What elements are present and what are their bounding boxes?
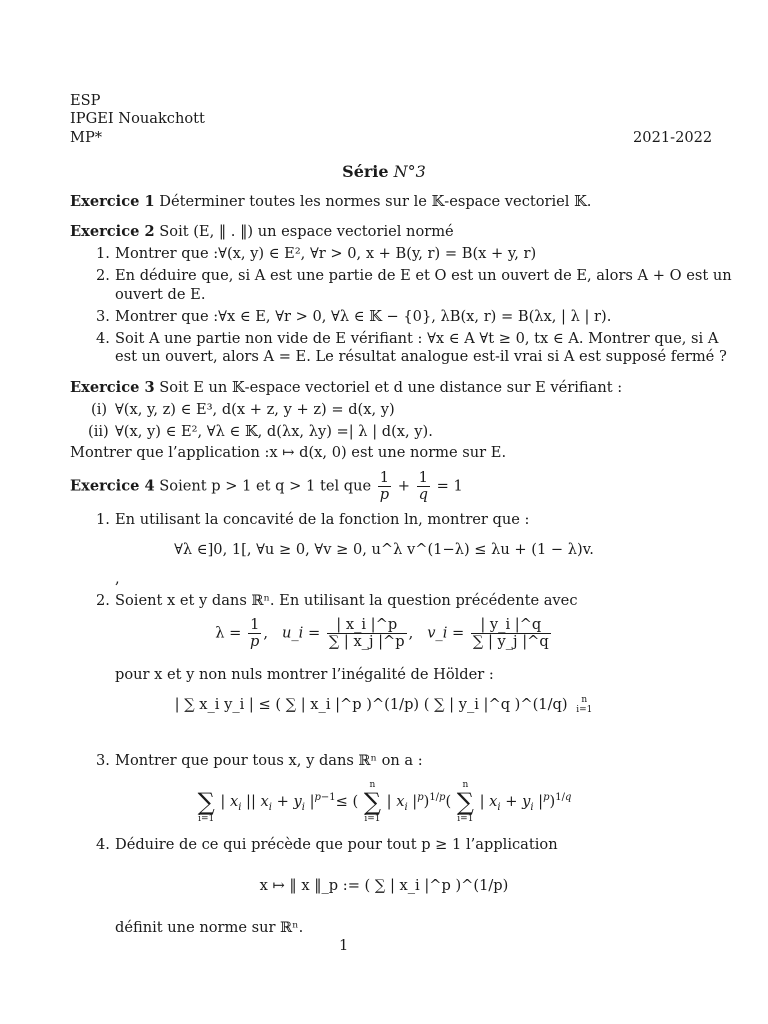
exercise-4-q4: Déduire de ce qui précède que pour tout p ≥ 1 l’application (115, 836, 558, 853)
exercise-4-q2-text: pour x et y non nuls montrer l’inégalité de Hölder : (115, 666, 494, 683)
exercise-2-q4a: Soit A une partie non vide de E vérifiant : ∀x ∈ A ∀t ≥ 0, tx ∈ A. Montrer que, si A (115, 330, 719, 347)
norm-p-definition: x ↦ ‖ x ‖_p := ( ∑ | x_i |^p )^(1/p) (259, 877, 509, 894)
exercise-3-conclusion: Montrer que l’application :x ↦ d(x, 0) est une norme sur E. (70, 444, 507, 461)
list-number: 2. (96, 592, 110, 609)
exercise-1-text: Déterminer toutes les normes sur le 𝕂-espace vectoriel 𝕂. (159, 193, 592, 210)
exercise-4-q1: En utilisant la concavité de la fonction ln, montrer que : (115, 511, 530, 528)
exercise-2-label: Exercice 2 (70, 223, 155, 240)
list-number: 3. (96, 752, 110, 769)
exercise-3-intro-text: Soit E un 𝕂-espace vectoriel et d une distance sur E vérifiant : (159, 379, 623, 396)
header-school: ESP (70, 92, 101, 109)
exercise-4-q3: Montrer que pour tous x, y dans ℝⁿ on a : (115, 752, 423, 769)
title-number: N°3 (393, 162, 426, 181)
list-number: 3. (96, 308, 110, 325)
exercise-3-ii-label: (ii) (88, 423, 109, 440)
list-number: 1. (96, 245, 110, 262)
exercise-1-label: Exercice 1 (70, 193, 155, 210)
title-word: Série (342, 162, 389, 181)
exercise-2-q2b: ouvert de E. (115, 286, 206, 303)
fraction-1-over-p: $\frac{1}{p}$ (379, 469, 390, 503)
exercise-1 (70, 192, 591, 211)
exercise-4-q1-comma: , (115, 570, 120, 587)
header-year: 2021-2022 (633, 129, 713, 146)
exercise-4-q4-end: définit une norme sur ℝⁿ. (115, 919, 304, 936)
exercise-2-q1: Montrer que :∀(x, y) ∈ E², ∀r > 0, x + B(y, r) = B(x + y, r) (115, 245, 537, 262)
exercise-3-label: Exercice 3 (70, 379, 155, 396)
exercise-4-q2: Soient x et y dans ℝⁿ. En utilisant la question précédente avec (115, 592, 578, 609)
exercise-2-intro (70, 222, 454, 241)
exercise-2-q2a: En déduire que, si A est une partie de E et O est un ouvert de E, alors A + O est un (115, 267, 732, 284)
exercise-3-i-text: ∀(x, y, z) ∈ E³, d(x + z, y + z) = d(x, y) (115, 401, 395, 418)
list-number: 4. (96, 330, 110, 347)
header-institute: IPGEI Nouakchott (70, 110, 205, 127)
header-class: MP* (70, 129, 103, 146)
exercise-2-intro-text: Soit (E, ‖ . ‖) un espace vectoriel normé (159, 223, 454, 240)
fraction-1-over-q: $\frac{1}{q}$ (418, 469, 428, 503)
exercise-3-intro (70, 378, 622, 397)
page-title (0, 162, 768, 181)
list-number: 1. (96, 511, 110, 528)
exercise-4-intro: Exercice 4 Soient p > 1 et q > 1 tel que $\frac{1}{p}$ + $\frac{1}{q}$ = 1 (70, 469, 463, 503)
exercise-3-ii-text: ∀(x, y) ∈ E², ∀λ ∈ 𝕂, d(λx, λy) =| λ | d(x, y). (115, 423, 433, 440)
page-number: 1 (339, 937, 349, 954)
exercise-3-i-label: (i) (91, 401, 108, 418)
exercise-2-q4b: est un ouvert, alors A = E. Le résultat analogue est-il vrai si A est supposé fermé ? (115, 348, 727, 365)
holder-inequality: | ∑ x_i y_i | ≤ ( ∑ | x_i |^p )^(1/p) ( ∑ | y_i |^q )^(1/q) n i=1 (174, 695, 593, 715)
list-number: 2. (96, 267, 110, 284)
exercise-4-intro-text: Soient p > 1 et q > 1 tel que (159, 477, 372, 495)
exercise-4-q2-formula: λ = $\frac{1}{p}$ , u_i = $\frac{| x\_i |\^{}p}{\sum | x\_j |\^{}p}$ , v_i = $\frac{| y\_i |\^{}q}{\sum | y\_j |\^{}q}$ (215, 616, 549, 650)
list-number: 4. (96, 836, 110, 853)
exercise-2-q3: Montrer que :∀x ∈ E, ∀r > 0, ∀λ ∈ 𝕂 − {0}, λB(x, r) = B(λx, | λ | r). (115, 308, 612, 325)
exercise-4-label: Exercice 4 (70, 477, 155, 495)
exercise-4-q3-formula: ∑ i=1 | $x_i$ || $x_i + y_i$ $|^{p-1}\le$ ( n ∑ i=1 | $x_i$ $|^p)^{1/p}$( n ∑ i=1 | $x_i + y_i$ $|^p)^{1/q}$ (197, 780, 572, 824)
exercise-4-q1-formula: ∀λ ∈]0, 1[, ∀u ≥ 0, ∀v ≥ 0, u^λ v^(1−λ) ≤ λu + (1 − λ)v. (174, 541, 594, 558)
equals-one: = 1 (436, 477, 463, 495)
